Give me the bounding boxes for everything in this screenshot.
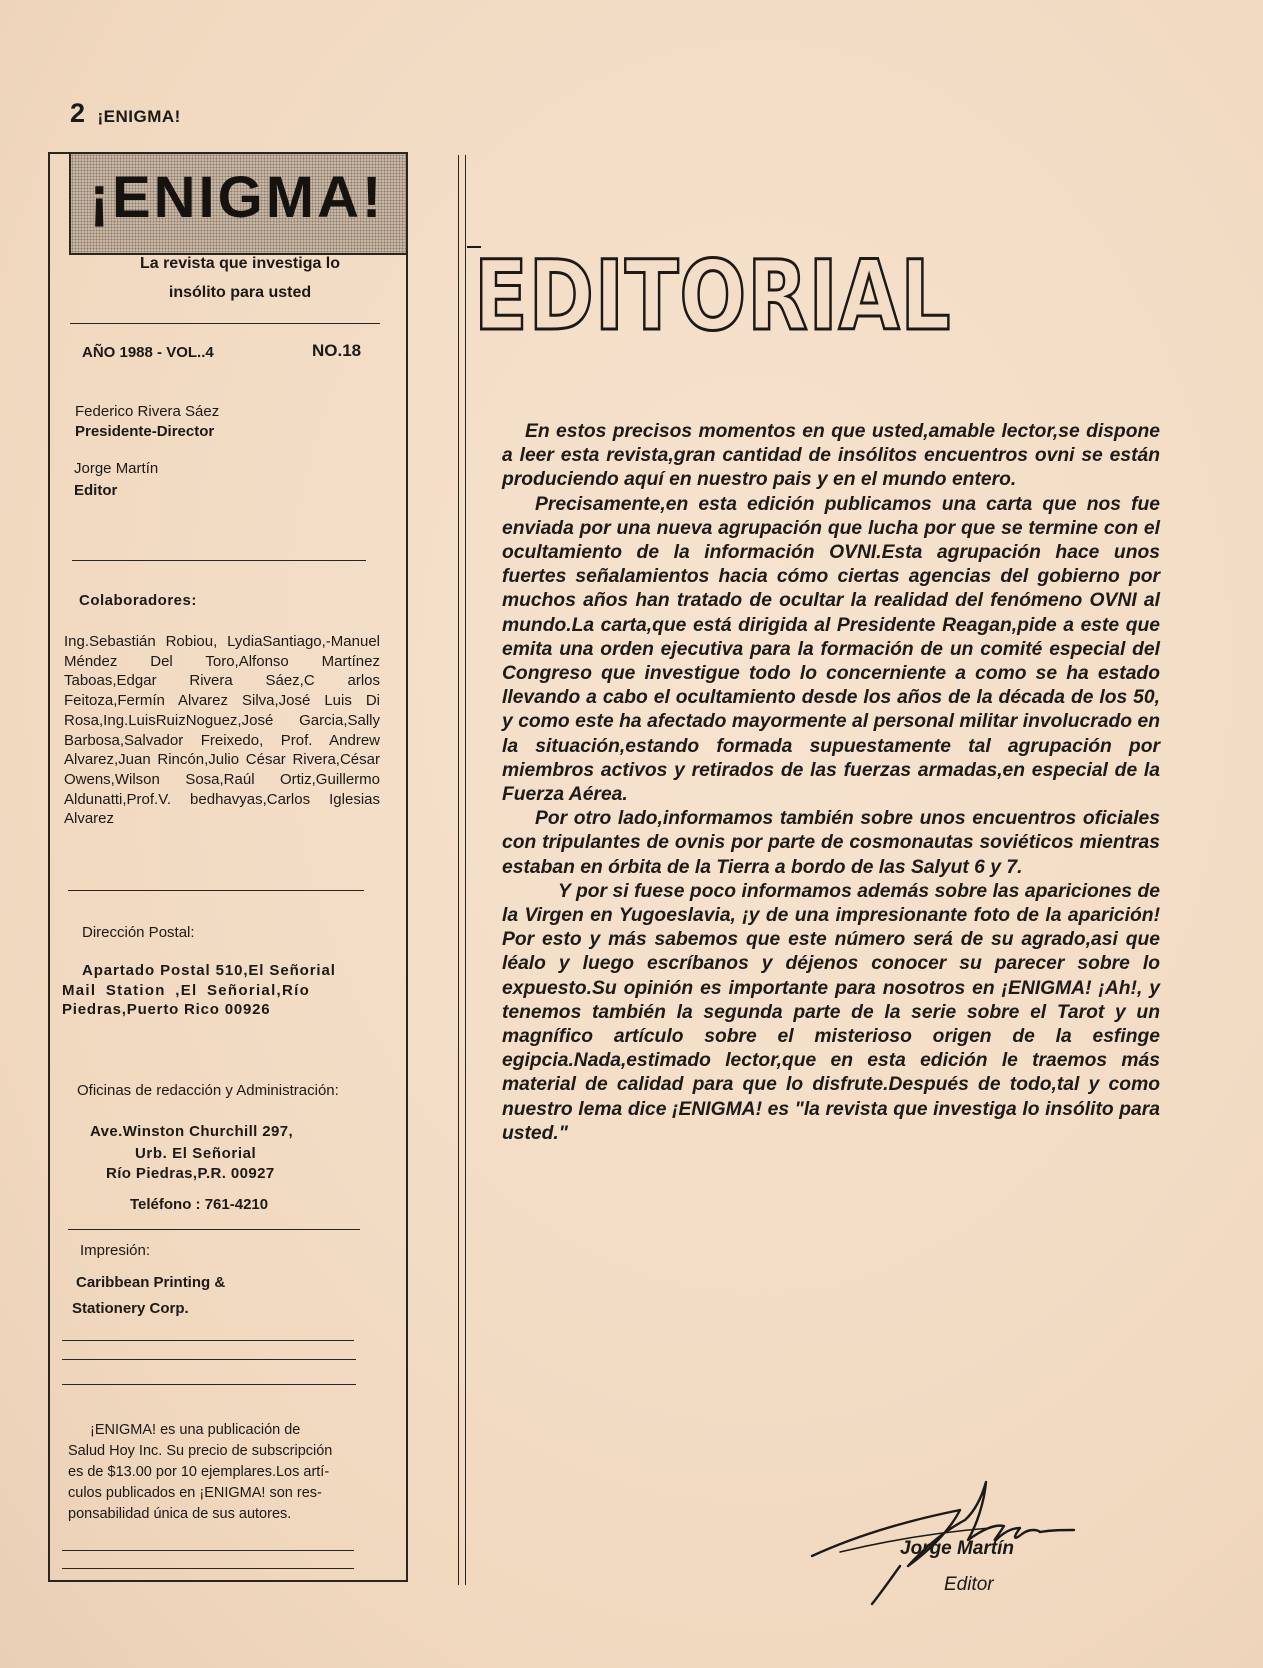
collaborators-label: Colaboradores: xyxy=(79,592,197,609)
signature-role: Editor xyxy=(944,1574,994,1595)
year-volume: AÑO 1988 - VOL..4 xyxy=(82,344,214,361)
printing-line-1: Caribbean Printing & xyxy=(76,1274,226,1291)
director-name: Federico Rivera Sáez xyxy=(75,403,220,420)
paragraph: Y por si fuese poco informamos además sobre las apariciones de la Virgen en Yugoeslavia, ¡y de una impresionante foto de la aparición! Por esto y más sabemos que este número será de su agrado,asi que léalo y luego escríbanos y déjenos conocer su parecer sobre lo expuesto.Su opinión es importante para nosotros en ¡ENIGMA! ¡Ah!, y tenemos también la segunda parte de la serie sobre el Tarot y un magnífico artículo sobre el misterioso origen de la esfinge egipcia.Nada,estimado lector,que en esta edición le traemos más material de calidad para que lo disfrute.Después de todo,tal y como nuestro lema dice ¡ENIGMA! es "la revista que investiga lo insólito para usted." xyxy=(502,880,1160,1144)
postal-line-1: Apartado Postal 510,El Señorial xyxy=(82,962,336,979)
tagline-line-2: insólito para usted xyxy=(168,284,312,301)
notice-line-1: ¡ENIGMA! es una publicación de xyxy=(90,1422,301,1438)
offices-label: Oficinas de redacción y Administración: xyxy=(77,1082,339,1099)
offices-line-1: Ave.Winston Churchill 297, xyxy=(90,1123,294,1140)
notice-line-3: es de $13.00 por 10 ejemplares.Los artí- xyxy=(68,1464,330,1480)
phone: Teléfono : 761-4210 xyxy=(130,1196,269,1213)
folio-magazine-name: ¡ENIGMA! xyxy=(97,107,181,126)
masthead-box xyxy=(48,152,408,1582)
collaborators-list: Ing.Sebastián Robiou, LydiaSantiago,-Manuel Méndez Del Toro,Alfonso Martínez Taboas,Edgar Rivera Sáez,C arlos Feitoza,Fermín Alvarez Silva,José Luis Di Rosa,Ing.LuisRuizNoguez,José Garcia,Sally Barbosa,Salvador Freixedo, Prof. Andrew Alvarez,Juan Rincón,Julio César Rivera,César Owens,Wilson Sosa,Raúl Ortiz,Guillermo Aldunatti,Prof.V. bedhavyas,Carlos Iglesias Alvarez xyxy=(64,633,380,828)
masthead-logo: ¡ENIGMA! xyxy=(89,165,385,230)
director-role: Presidente-Director xyxy=(75,423,215,440)
notice-line-2: Salud Hoy Inc. Su precio de subscripción xyxy=(68,1443,333,1459)
notice-line-4: culos publicados en ¡ENIGMA! son res- xyxy=(68,1485,322,1501)
editor-role: Editor xyxy=(74,482,118,499)
postal-label: Dirección Postal: xyxy=(82,924,195,941)
notice-line-5: ponsabilidad única de sus autores. xyxy=(68,1506,292,1522)
logo-band xyxy=(69,154,406,255)
offices-line-3: Río Piedras,P.R. 00927 xyxy=(106,1165,275,1182)
divider xyxy=(62,1568,354,1569)
paragraph: Precisamente,en esta edición publicamos una carta que nos fue enviada por una nueva agrupación que lucha por que se termine con el ocultamiento de la información OVNI.Esta agrupación hace unos fuertes señalamientos hacia cómo ciertas agencias del gobierno por muchos años han tratado de ocultar la realidad del fenómeno OVNI al mundo.La carta,que está dirigida al Presidente Reagan,pide a este que emita una orden ejecutiva para la formación de un comité especial del Congreso que investigue todo lo concerniente a como se ha estado llevando a cabo el ocultamiento desde los años de la década de los 50, y como este ha afectado mayormente al personal militar involucrado en la situación,estando formada supuestamente tal agrupación por miembros activos y retirados de las fuerzas armadas,en especial de la Fuerza Aérea. xyxy=(502,493,1160,806)
tagline-line-1: La revista que investiga lo xyxy=(139,255,341,272)
paragraph: Por otro lado,informamos también sobre unos encuentros oficiales con tripulantes de ovnis por parte de cosmonautas soviéticos mientras estaban en órbita de la Tierra a bordo de las Salyut 6 y 7. xyxy=(502,808,1160,878)
issue-number: NO.18 xyxy=(312,341,362,360)
postal-line-2: Mail Station ,El Señorial,Río xyxy=(62,982,311,999)
editorial-body xyxy=(502,420,1160,1146)
divider xyxy=(68,1229,360,1230)
column-divider xyxy=(458,155,459,1585)
offices-line-2: Urb. El Señorial xyxy=(135,1145,257,1162)
divider xyxy=(72,560,366,561)
divider xyxy=(70,323,380,324)
paragraph: En estos precisos momentos en que usted,amable lector,se dispone a leer esta revista,gran cantidad de insólitos encuentros ovni se están produciendo aquí en nuestro pais y en el mundo entero. xyxy=(502,421,1160,491)
printing-label: Impresión: xyxy=(80,1242,151,1259)
divider xyxy=(68,890,364,891)
editor-name: Jorge Martín xyxy=(74,460,159,477)
signature-name: Jorge Martín xyxy=(900,1538,1015,1559)
divider xyxy=(62,1340,354,1341)
printing-line-2: Stationery Corp. xyxy=(72,1300,189,1317)
divider xyxy=(62,1384,356,1385)
divider xyxy=(62,1359,356,1360)
page-folio xyxy=(70,98,181,129)
column-divider xyxy=(465,155,466,1585)
postal-line-3: Piedras,Puerto Rico 00926 xyxy=(62,1001,271,1018)
editorial-title: EDITORIAL xyxy=(474,240,952,352)
page-number: 2 xyxy=(70,98,86,128)
divider xyxy=(62,1550,354,1551)
